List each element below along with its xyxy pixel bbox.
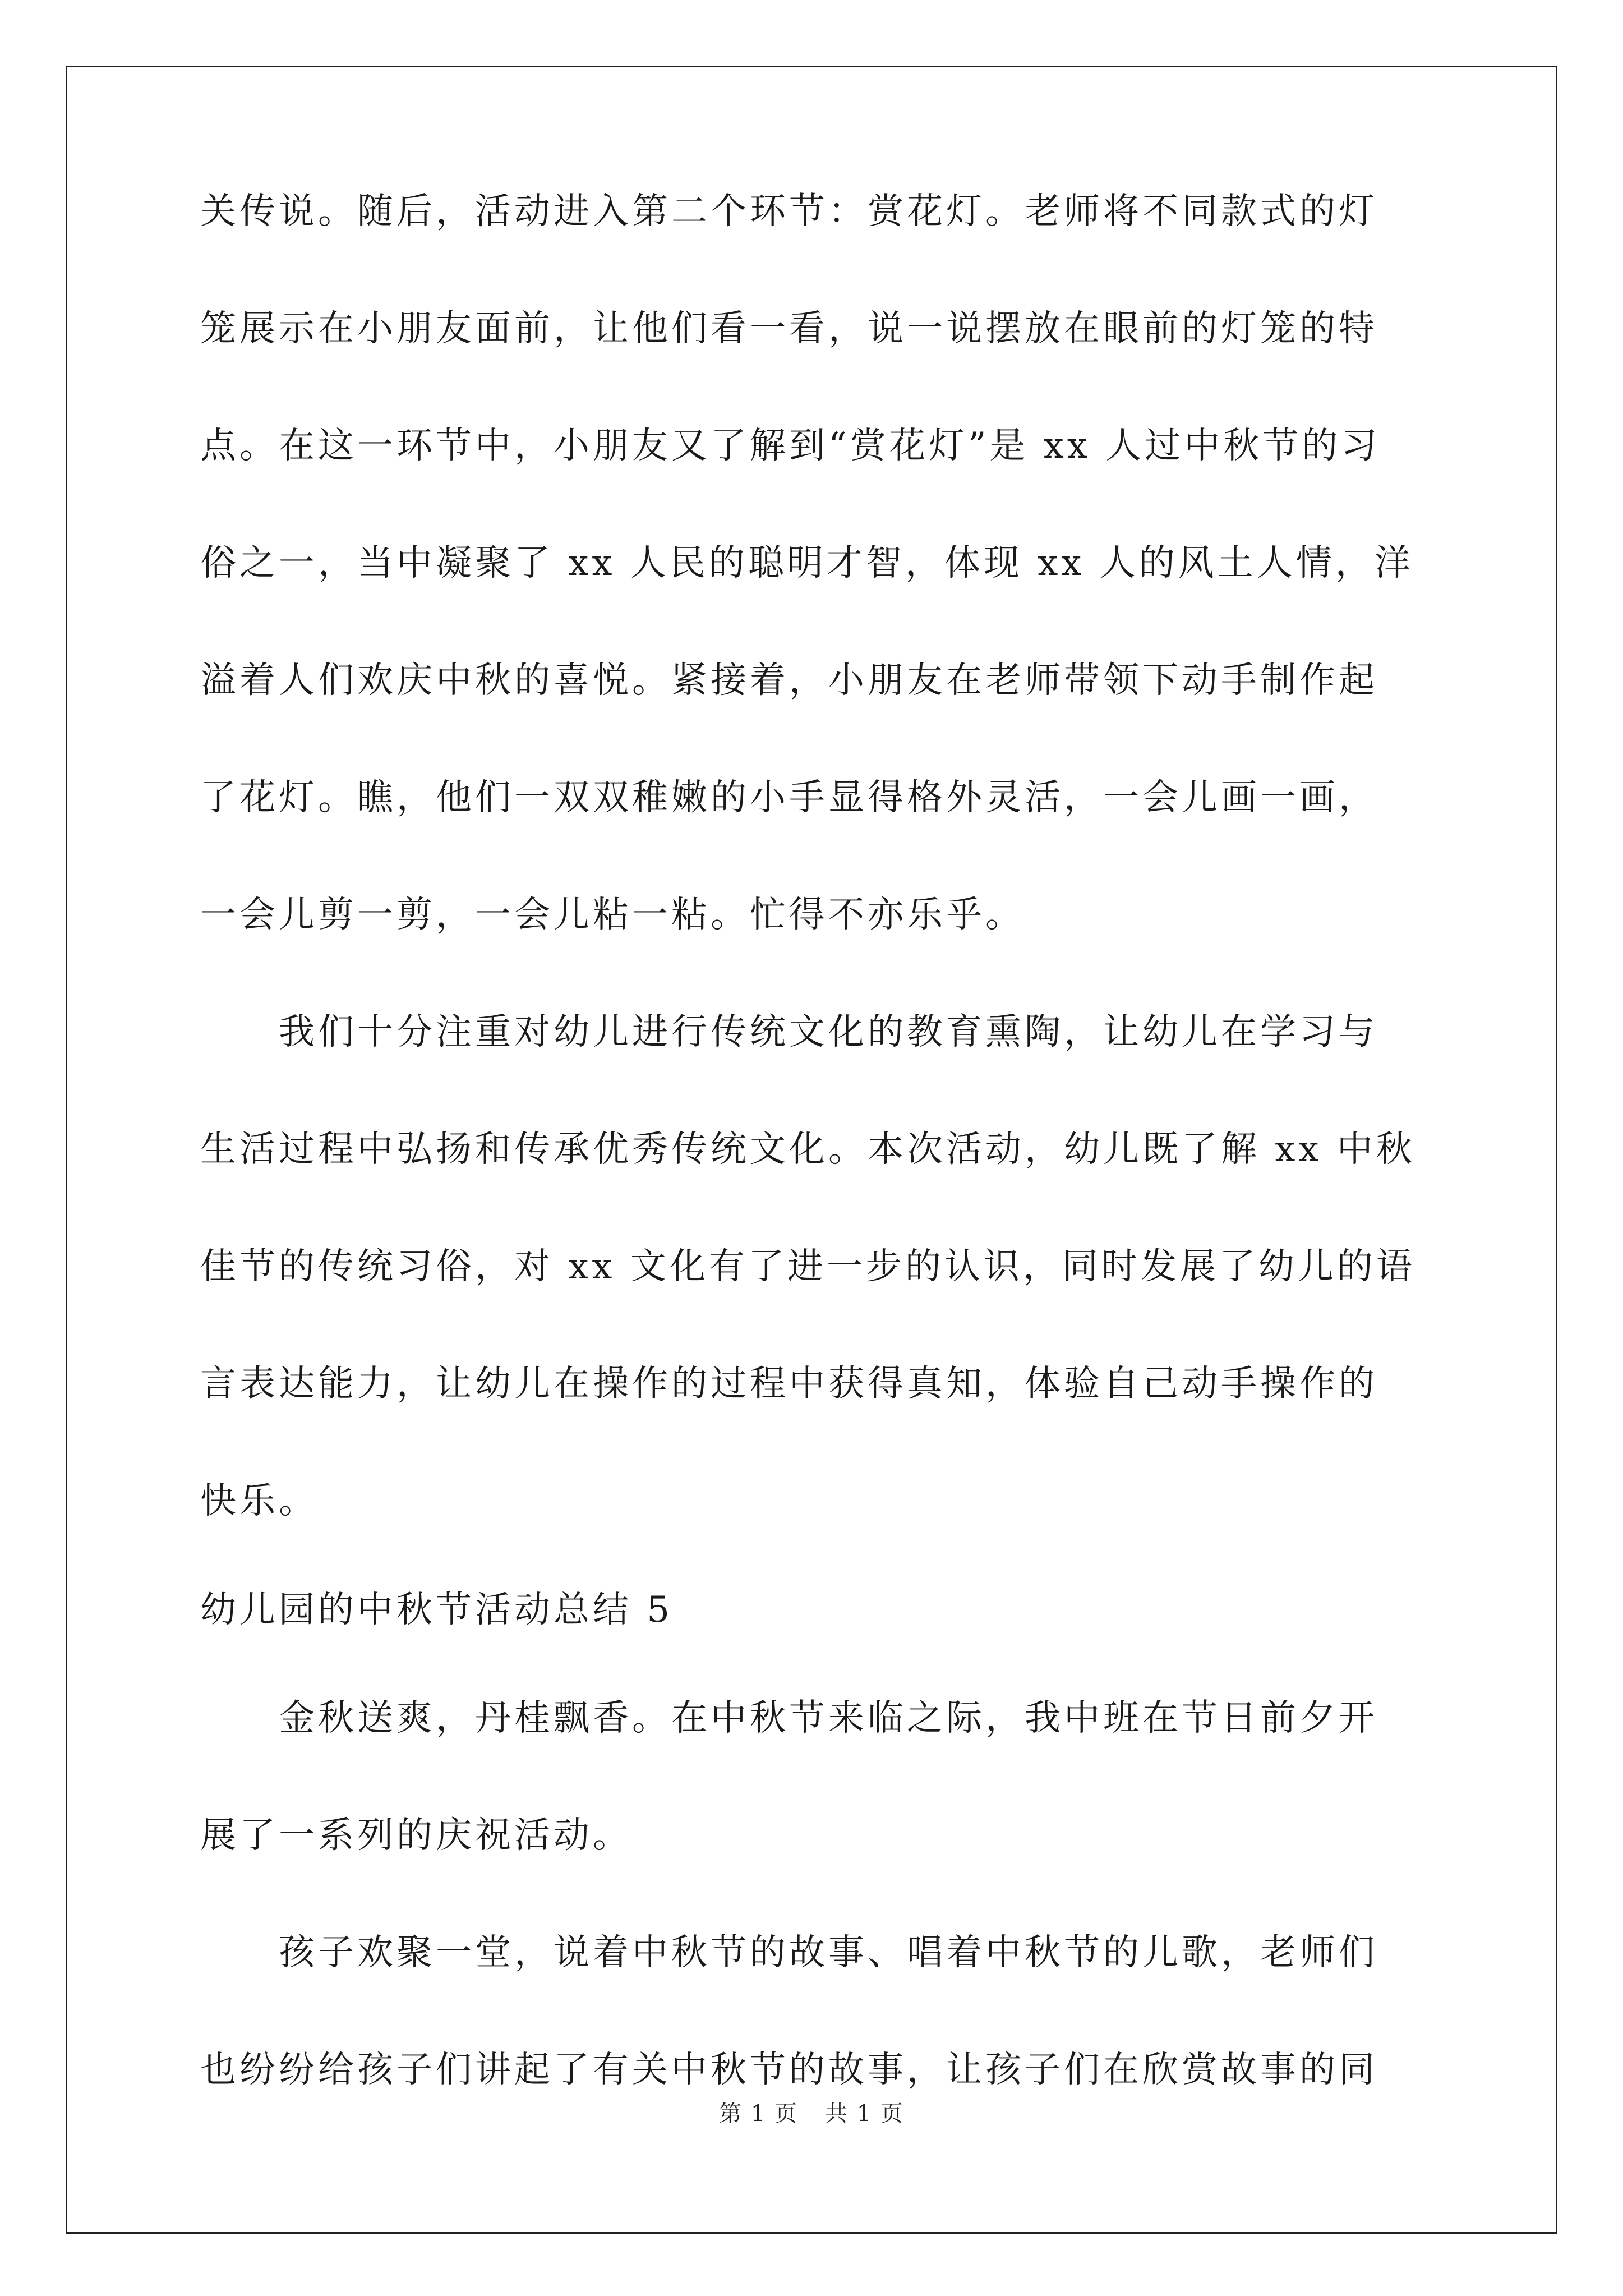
- text-line: 笼展示在小朋友面前，让他们看一看，说一说摆放在眼前的灯笼的特: [200, 308, 1378, 349]
- section-heading: 幼儿园的中秋节活动总结 5: [200, 1589, 674, 1631]
- text-line: 孩子欢聚一堂，说着中秋节的故事、唱着中秋节的儿歌，老师们: [200, 1932, 1378, 1973]
- text-line: 快乐。: [200, 1480, 318, 1522]
- page-number: 第 1 页: [719, 2101, 798, 2127]
- text-line: 俗之一，当中凝聚了 xx 人民的聪明才智，体现 xx 人的风土人情，洋: [200, 542, 1414, 584]
- text-line: 言表达能力，让幼儿在操作的过程中获得真知，体验自己动手操作的: [200, 1363, 1378, 1405]
- text-line: 展了一系列的庆祝活动。: [200, 1815, 632, 1856]
- page-total: 共 1 页: [825, 2101, 904, 2127]
- text-line: 一会儿剪一剪，一会儿粘一粘。忙得不亦乐乎。: [200, 894, 1025, 936]
- text-line: 佳节的传统习俗，对 xx 文化有了进一步的认识，同时发展了幼儿的语: [200, 1246, 1415, 1287]
- text-line: 生活过程中弘扬和传承优秀传统文化。本次活动，幼儿既了解 xx 中秋: [200, 1129, 1415, 1170]
- text-line: 也纷纷给孩子们讲起了有关中秋节的故事，让孩子们在欣赏故事的同: [200, 2049, 1378, 2091]
- page-footer: [0, 2100, 1623, 2127]
- text-line: 我们十分注重对幼儿进行传统文化的教育熏陶，让幼儿在学习与: [200, 1011, 1378, 1053]
- text-line: 了花灯。瞧，他们一双双稚嫩的小手显得格外灵活，一会儿画一画，: [200, 777, 1378, 818]
- text-line: 点。在这一环节中，小朋友又了解到“赏花灯”是 xx 人过中秋节的习: [200, 425, 1381, 467]
- text-line: 金秋送爽，丹桂飘香。在中秋节来临之际，我中班在节日前夕开: [200, 1697, 1378, 1739]
- text-line: 关传说。随后，活动进入第二个环节：赏花灯。老师将不同款式的灯: [200, 191, 1378, 232]
- text-line: 溢着人们欢庆中秋的喜悦。紧接着，小朋友在老师带领下动手制作起: [200, 660, 1378, 701]
